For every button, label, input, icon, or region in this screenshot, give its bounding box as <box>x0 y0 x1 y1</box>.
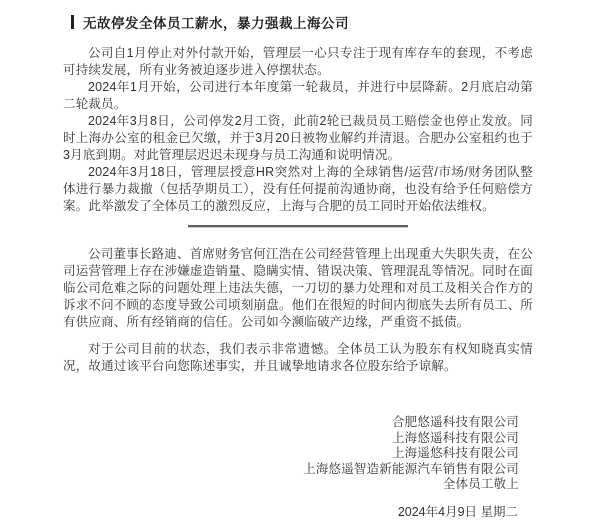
paragraph: 对于公司目前的状态，我们表示非常遗憾。全体员工认为股东有权知晓真实情况，故通过该平台向您陈述事实，并且诚挚地请求各位股东给予谅解。 <box>63 342 533 373</box>
article-content <box>63 12 533 521</box>
signature-line: 上海悠遥智造新能源汽车销售有限公司 <box>303 461 519 476</box>
paragraph: 2024年3月18日，管理层授意HR突然对上海的全球销售/运营/市场/财务团队整体进行暴力裁撤（包括孕期员工），没有任何提前沟通协商，也没有给予任何赔偿方案。此举激发了全体员工的激烈反应，上海与合肥的员工同时开始依法维权。 <box>63 165 533 213</box>
paragraph: 公司董事长路迪、首席财务官何江浩在公司经营管理上出现重大失职失责，在公司运营管理上存在涉嫌虚造销量、隐瞒实情、错误决策、管理混乱等情况。同时在面临公司危难之际的问题处理上违法失德，一刀切的暴力处理和对员工及相关合作方的诉求不问不顾的态度导致公司顷刻崩盘。他们在很短的时间内彻底失去所有员工、所有供应商、所有经销商的信任。公司如今濒临破产边缘，严重资不抵债。 <box>63 247 533 329</box>
signature-line: 合肥悠遥科技有限公司 <box>391 415 519 429</box>
date-line: 2024年4月9日 星期二 <box>397 504 518 519</box>
paragraph: 公司自1月停止对外付款开始，管理层一心只专注于现有库存车的套现，不考虑可持续发展，所有业务被迫逐步进入停摆状态。 <box>63 46 533 77</box>
signature-line: 全体员工敬上 <box>442 477 519 491</box>
signature-block <box>63 415 533 493</box>
section-divider <box>188 225 408 228</box>
paragraph: 2024年3月8日，公司停发2月工资，此前2轮已裁员员工赔偿金也停止发放。同时上海办公室的租金已欠缴，并于3月20日被物业解约并清退。合肥办公室租约也于3月底到期。对此管理层迟迟未现身与员工沟通和说明情况。 <box>63 114 533 162</box>
page-title-text: 无故停发全体员工薪水，暴力强裁上海公司 <box>83 16 349 31</box>
signature-line: 上海悠遥科技有限公司 <box>391 430 519 445</box>
paragraph: 2024年1月开始，公司进行本年度第一轮裁员，并进行中层降薪。2月底启动第二轮裁员。 <box>63 80 533 111</box>
title-marker-bar <box>71 15 74 29</box>
signature-line: 上海遥悠科技有限公司 <box>391 446 519 460</box>
page-title <box>71 12 533 32</box>
